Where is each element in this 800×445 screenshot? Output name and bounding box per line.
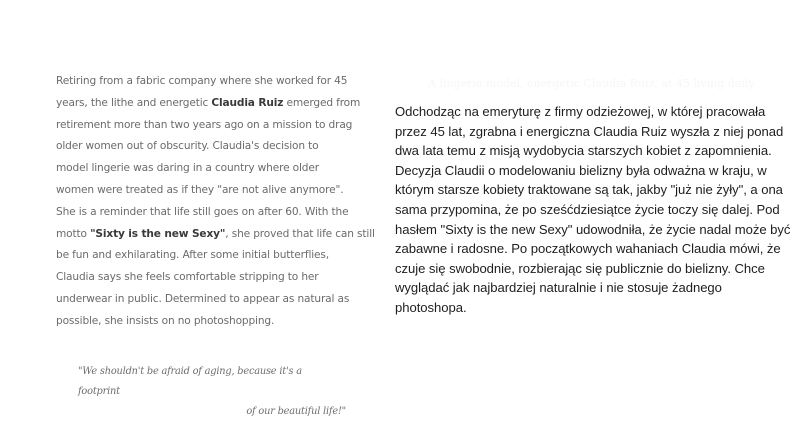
polish-line: wyglądać jak najbardziej naturalnie i nie stosuje żadnego: [395, 280, 722, 296]
text: women were treated as if they "are not alive anymore".: [56, 183, 344, 196]
polish-line: przez 45 lat, zgrabna i energiczna Claudia Ruiz wyszła z niej ponad: [395, 123, 784, 139]
text: motto: [56, 227, 91, 240]
name-highlight: Claudia Ruiz: [211, 96, 284, 109]
polish-line: sama przypomina, że po sześćdziesiątce życie toczy się dalej. Pod: [395, 201, 780, 217]
text: retirement more than two years ago on a mission to drag: [56, 118, 353, 131]
english-line: [56, 245, 386, 267]
text: , she proved that life can still: [225, 227, 375, 240]
text: model lingerie was daring in a country where older: [56, 162, 319, 175]
english-line: [56, 267, 386, 289]
english-line: [56, 115, 386, 137]
english-line: [56, 202, 386, 224]
text: emerged from: [283, 96, 361, 109]
pull-quote: [78, 362, 346, 422]
motto-highlight: "Sixty is the new Sexy": [90, 227, 226, 240]
english-line: [56, 71, 386, 93]
polish-line: zabawne i radosne. Po początkowych wahaniach Claudia mówi, że: [395, 241, 781, 257]
polish-line: hasłem "Sixty is the new Sexy" udowodniła, że życie nadal może być: [395, 221, 791, 237]
polish-line: dwa lata temu z misją wydobycia starszych kobiet z zapomnienia.: [395, 143, 772, 159]
english-line: [56, 311, 386, 333]
quote-line-2: of our beautiful life!": [246, 406, 346, 417]
polish-line: Decyzja Claudii o modelowaniu bielizny była odważna w kraju, w: [395, 162, 767, 178]
english-paragraph: [56, 71, 386, 333]
english-line: [56, 180, 386, 202]
polish-paragraph: [395, 102, 795, 318]
english-line: [56, 93, 386, 115]
polish-line: photoshopa.: [395, 299, 467, 315]
english-line: [56, 289, 386, 311]
text: She is a reminder that life still goes on after 60. With the: [56, 205, 349, 218]
faded-heading: A lingerie model, energetic Claudia Ruiz, at 45 living daily: [428, 77, 755, 90]
text: be fun and exhilarating. After some initial butterflies,: [56, 249, 329, 262]
text: underwear in public. Determined to appear as natural as: [56, 292, 350, 305]
polish-line: którym starsze kobiety traktowane są tak, jakby "już nie żyły", a ona: [395, 182, 783, 198]
text: years, the lithe and energetic: [56, 96, 212, 109]
text: Retiring from a fabric company where she worked for 45: [56, 75, 348, 87]
english-line: [56, 158, 386, 180]
text: possible, she insists on no photoshopping.: [56, 314, 275, 327]
english-line: [56, 136, 386, 158]
text: older women out of obscurity. Claudia's decision to: [56, 140, 319, 153]
quote-line-1: "We shouldn't be afraid of aging, because it's a footprint: [78, 366, 302, 397]
polish-line: Odchodząc na emeryturę z firmy odzieżowej, w której pracowała: [395, 104, 766, 119]
polish-line: czuje się swobodnie, rozbierając się publicznie do bielizny. Chce: [395, 260, 765, 276]
english-line: [56, 224, 386, 246]
text: Claudia says she feels comfortable stripping to her: [56, 271, 319, 284]
